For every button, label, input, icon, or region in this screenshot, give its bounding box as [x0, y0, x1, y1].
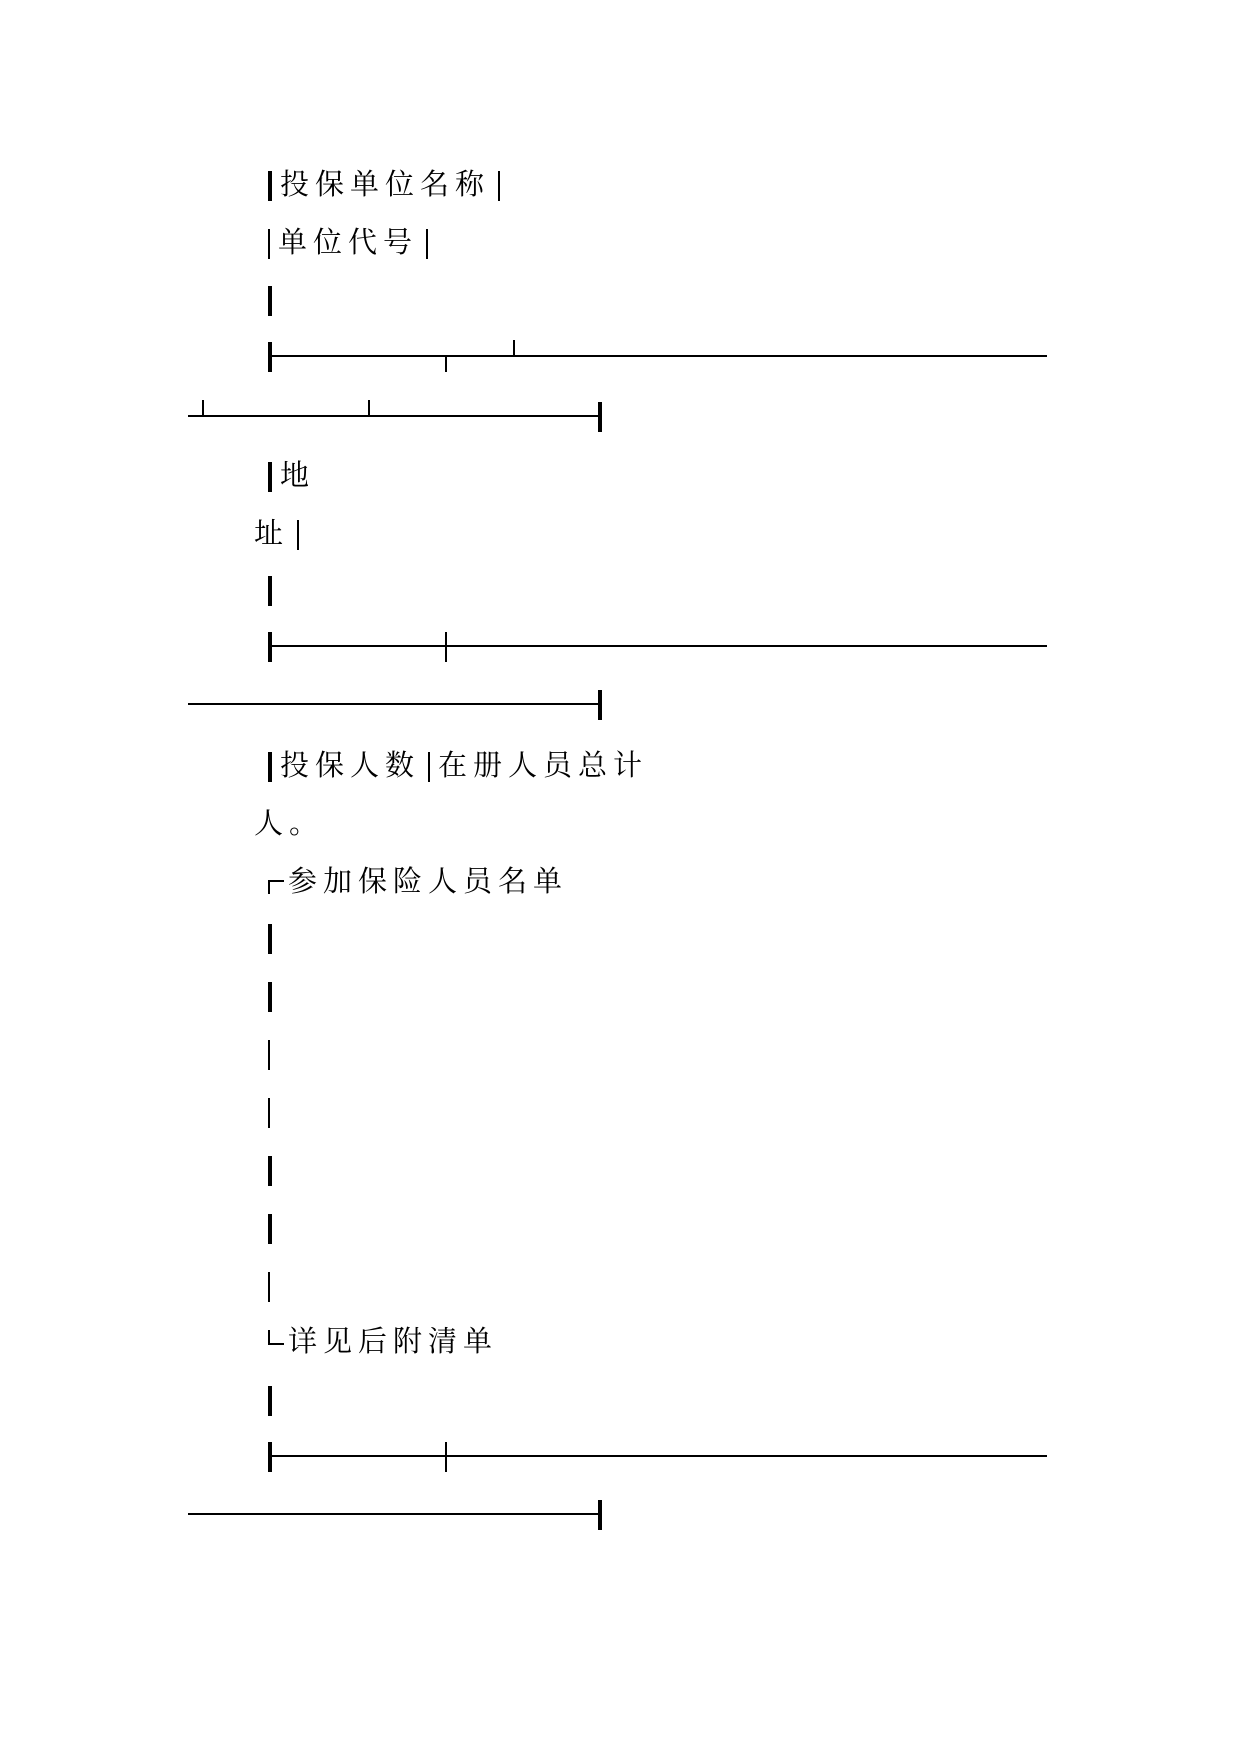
- table-border-divider: [428, 752, 430, 782]
- participant-list-label: 参加保险人员名单: [288, 864, 569, 898]
- table-border-left: [268, 1386, 272, 1416]
- unit-name-row: [268, 164, 508, 204]
- participant-list-row: [288, 861, 568, 901]
- insured-count-row: [268, 745, 648, 785]
- table-border-left: [268, 1156, 272, 1186]
- table-border-divider: [297, 520, 299, 550]
- address-label-1: 地: [280, 458, 316, 492]
- table-border-left: [268, 576, 272, 606]
- table-border-left: [268, 1098, 270, 1128]
- table-border-left: [268, 229, 270, 259]
- unit-name-label: 投保单位名称: [280, 167, 491, 201]
- unit-code-row: [268, 222, 436, 262]
- see-attached-row: [288, 1321, 498, 1361]
- address-row-continued: [254, 513, 307, 553]
- table-border-left: [268, 462, 272, 492]
- insured-count-label: 投保人数: [280, 748, 421, 782]
- address-label-2: 址: [254, 516, 290, 550]
- table-border-left: [268, 1040, 270, 1070]
- table-border-left: [268, 924, 272, 954]
- see-attached-label: 详见后附清单: [288, 1324, 499, 1358]
- table-border-left: [268, 1214, 272, 1244]
- table-border-left: [268, 982, 272, 1012]
- table-border-left: [268, 171, 272, 201]
- unit-code-label: 单位代号: [278, 225, 419, 259]
- registered-total-label: 在册人员总计: [438, 748, 649, 782]
- table-border-left: [268, 752, 272, 782]
- insured-count-row-continued: [254, 803, 324, 843]
- table-border-left: [268, 1272, 270, 1302]
- address-row: [268, 455, 315, 495]
- table-border-left: [268, 286, 272, 316]
- person-suffix: 人。: [254, 806, 325, 840]
- table-border-divider: [498, 171, 500, 201]
- table-border-divider: [426, 229, 428, 259]
